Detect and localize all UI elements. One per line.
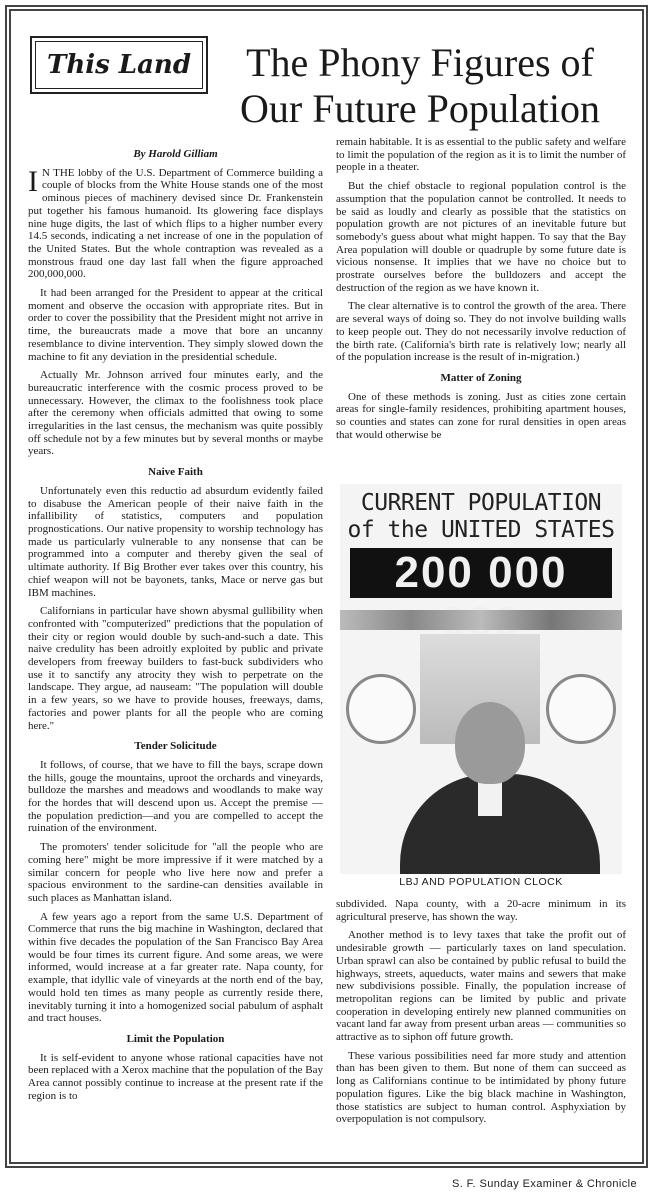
subhead: Matter of Zoning (440, 371, 522, 384)
paragraph: It is self-evident to anyone whose rational capacities have not been replaced with a Xerox machine that the population of the Bay Area cannot possibly continue to increase at the present rate if the region is to (28, 1051, 323, 1102)
population-clock-photo (340, 484, 622, 874)
clock-dial-right (546, 674, 616, 744)
drop-cap: I (28, 164, 38, 198)
clock-banner-strip (340, 610, 622, 630)
photo-caption: LBJ AND POPULATION CLOCK (399, 876, 563, 888)
clock-counter: 200 000 (350, 548, 612, 598)
paragraph: Californians in particular have shown abysmal gullibility when confronted with "computerized" predictions that the population of their city or region would double by such-and-such a date. This naive credulity has been adroitly exploited by public and private developers from freeway builders to fast-buck subdividers who use it to sanctify any atrocity they wish to perpetrate on the landscape. They argue, ad nauseam: "The population will double in a few years, so we have to provide houses, freeways, dams, factories and power plants for all the people who are coming here." (28, 605, 323, 732)
paragraph: remain habitable. It is as essential to the public safety and welfare to limit the population of the region as it is to limit the number of people in a theater. (336, 136, 626, 174)
paragraph: Unfortunately even this reductio ad absurdum evidently failed to disabuse the American people of their naive faith in the infallibility of statistics, computers and population prognostications. Our native propensity to worship technology has made us particularly vulnerable to any nonsense that can be programmed into a computer and thereby given the seal of ultimate authority. If Big Brother ever takes over this country, his chief weapon will not be bayonets, tanks, Mace or nerve gas but IBM machines. (28, 484, 323, 599)
paragraph: It had been arranged for the President to appear at the critical moment and observe the occasion with appropriate rites. But in order to cover the possibility that the President might not arrive in time, the bureaucrats made a move that bore an uncanny resemblance to divine intervention. They simply slowed down the machine to fit any deviation in the presidential schedule. (28, 287, 323, 363)
column-kicker: This Land (35, 41, 203, 89)
subhead: Naive Faith (148, 466, 203, 479)
clock-heading-line-2: of the UNITED STATES (347, 517, 615, 543)
man-silhouette-head (455, 702, 525, 784)
clock-heading (346, 490, 616, 544)
publication-credit: S. F. Sunday Examiner & Chronicle (452, 1178, 637, 1190)
headline-line-2: Our Future Population (240, 86, 600, 131)
paragraph: A few years ago a report from the same U.S. Department of Commerce that runs the big machine in Washington, declared that within five decades the population of the San Francisco Bay Area would be four times its current figure. And some areas, we were informed, would increase at a far greater rate. Napa county, for example, that idyllic vale of vineyards at the north end of the bay, would hold ten times as many people as currently reside there, inevitably turning it into a homogenized social pabulum of asphalt and tract houses. (28, 910, 323, 1025)
clock-heading-line-1: CURRENT POPULATION (360, 490, 602, 516)
right-column-bottom (336, 898, 626, 1132)
paragraph: I N THE lobby of the U.S. Department of Commerce building a couple of blocks from the White House stands one of the most ominous pieces of machinery devised since Dr. Frankenstein put together his famous humanoid. Its glowering face displays nine huge digits, the last of which flips to a higher number every 14.5 seconds, indicating a net increase of one in the population of the United States. But the whole contraption was revealed as a monstrous fraud one day last fall when the figure approached 200,000,000. (28, 164, 323, 281)
paragraph: But the chief obstacle to regional population control is the assumption that the population cannot be controlled. It needs to be said as loudly and clearly as possible that the statistics on population growth are not pictures of an inevitable future but somebody's guess about what might happen. To say that the Bay Area population will double or quadruple by some future date is vicious nonsense. It implies that we have no choice but to prostrate ourselves before the bulldozers and accept the destruction of the region as we have known it. (336, 180, 626, 294)
byline: By Harold Gilliam (133, 148, 218, 160)
column-kicker-box (30, 36, 208, 94)
headline-line-1: The Phony Figures of (246, 40, 594, 85)
paragraph: Actually Mr. Johnson arrived four minutes early, and the bureaucratic interference with the cosmic process proved to be unnecessary. However, the climax to the foolishness took place after the ceremony when officials admitted that owing to some irregularities in the last census, the mechanism was quite possibly off schedule not by a few minutes but by several months or maybe years. (28, 369, 323, 458)
subhead: Tender Solicitude (134, 740, 217, 753)
paragraph: One of these methods is zoning. Just as cities zone certain areas for single-family residences, prohibiting apartment houses, so counties and states can zone for rural densities in open areas that would otherwise be (336, 390, 626, 441)
subhead: Limit the Population (126, 1033, 225, 1045)
article-headline (220, 40, 620, 132)
paragraph: Another method is to levy taxes that take the profit out of undesirable growth — particularly taxes on land speculation. Urban sprawl can also be contained by public refusal to build the highways, streets, aqueducts, water mains and sewers that make new subdivisions possible. Finally, the population increase of metropolitan regions can be limited by public and private cooperation in developing entirely new planned communities on vacant land far away from present urban areas — communities so attractive as to siphon off future growth. (336, 929, 626, 1044)
right-column-top (336, 136, 626, 447)
paragraph: It follows, of course, that we have to fill the bays, scrape down the hills, gouge the mountains, uproot the orchards and vineyards, bulldoze the marshes and meadows and woodlands to make way for the hordes that will descend upon us. Accept the premise — the population prediction—and you are compelled to accept the ruination of the environment. (28, 758, 323, 835)
left-column (28, 148, 323, 1109)
paragraph: The clear alternative is to control the growth of the area. There are several ways of doing so. They do not involve building walls to keep people out. They do not necessarily involve reduction of the birth rate. (California's birth rate is relatively low; nearly all of the population increase is the result of in-migration.) (336, 300, 626, 364)
paragraph: These various possibilities need far more study and attention than has been given to them. But none of them can succeed as long as Californians continue to be intimidated by phony future population figures. Like the big black machine in Washington, those statistics are subject to human control. Asphyxiation by overpopulation is not compulsory. (336, 1049, 626, 1126)
clock-dial-left (346, 674, 416, 744)
paragraph: subdivided. Napa county, with a 20-acre minimum in its agricultural preserve, has shown the way. (336, 898, 626, 923)
paragraph: The promoters' tender solicitude for "all the people who are coming here" might be more impressive if it were matched by a similar concern for people who live here now and prefer a spacious environment to the sardine-can densities available in such places as Manhattan island. (28, 841, 323, 904)
